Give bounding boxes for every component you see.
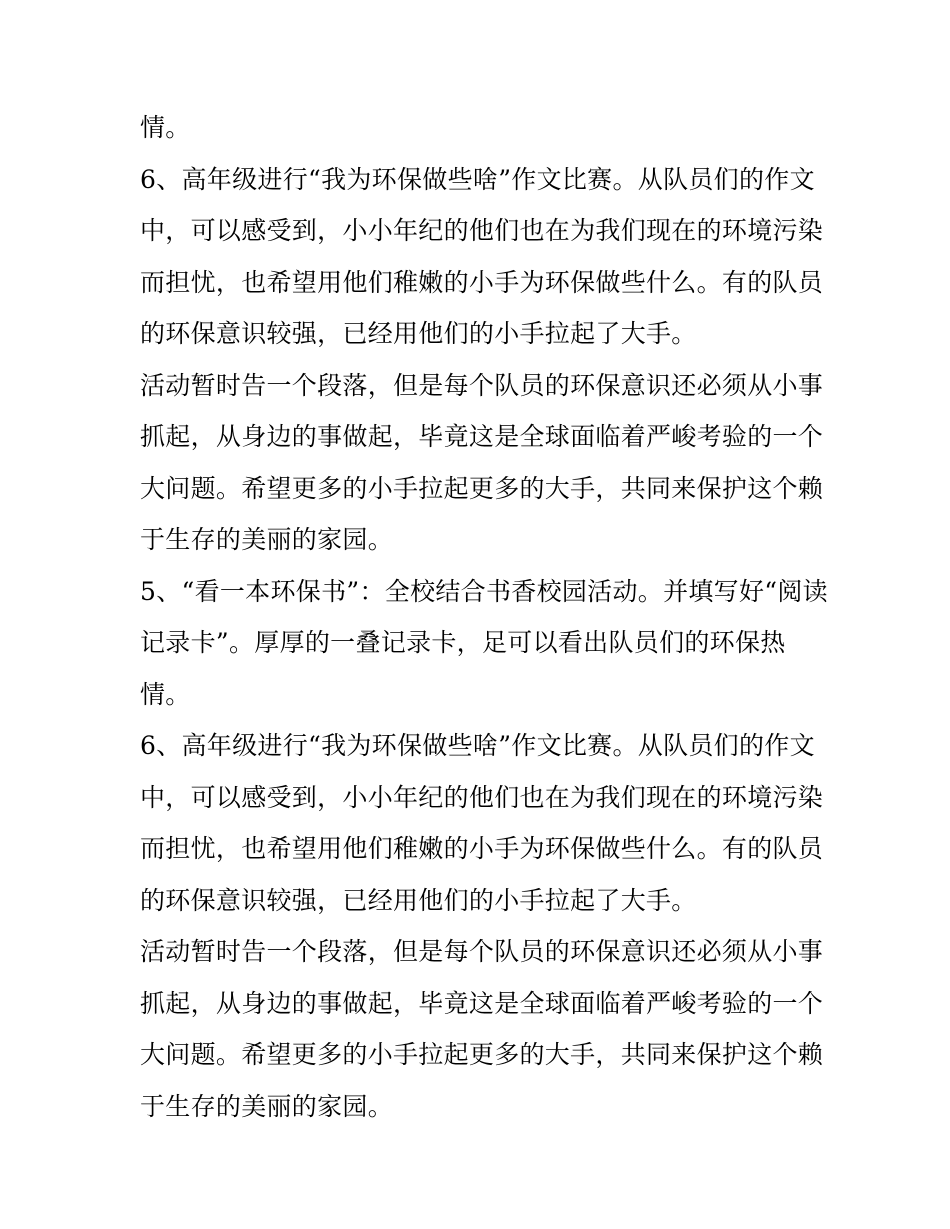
- text-line: 的环保意识较强，已经用他们的小手拉起了大手。: [140, 885, 697, 915]
- text-line: 活动暂时告一个段落，但是每个队员的环保意识还必须从小事: [140, 937, 824, 966]
- text-line: 大问题。希望更多的小手拉起更多的大手，共同来保护这个赖: [140, 473, 824, 503]
- text-line: 6、高年级进行“我为环保做些啥”作文比赛。从队员们的作文: [140, 731, 815, 760]
- text-line: 记录卡”。厚厚的一叠记录卡，足可以看出队员们的环保热: [140, 628, 786, 657]
- text-line: 活动暂时告一个段落，但是每个队员的环保意识还必须从小事: [140, 370, 824, 400]
- text-line: 的环保意识较强，已经用他们的小手拉起了大手。: [140, 319, 697, 348]
- text-line: 抓起，从身边的事做起，毕竟这是全球面临着严峻考验的一个: [140, 988, 824, 1018]
- text-line: 而担忧，也希望用他们稚嫩的小手为环保做些什么。有的队员: [140, 267, 824, 297]
- text-line: 6、高年级进行“我为环保做些啥”作文比赛。从队员们的作文: [140, 164, 815, 194]
- text-line: 而担忧，也希望用他们稚嫩的小手为环保做些什么。有的队员: [140, 834, 824, 863]
- document-body: [140, 102, 828, 1132]
- text-line: 于生存的美丽的家园。: [140, 1091, 394, 1121]
- text-line: 情。: [140, 113, 191, 142]
- text-line: 中，可以感受到，小小年纪的他们也在为我们现在的环境污染: [140, 216, 824, 245]
- text-line: 抓起，从身边的事做起，毕竟这是全球面临着严峻考验的一个: [140, 422, 824, 451]
- text-line: 情。: [140, 679, 191, 709]
- text-line: 大问题。希望更多的小手拉起更多的大手，共同来保护这个赖: [140, 1040, 824, 1069]
- text-line: 5、“看一本环保书”：全校结合书香校园活动。并填写好“阅读: [140, 576, 828, 606]
- text-line: 中，可以感受到，小小年纪的他们也在为我们现在的环境污染: [140, 782, 824, 812]
- text-line: 于生存的美丽的家园。: [140, 525, 394, 554]
